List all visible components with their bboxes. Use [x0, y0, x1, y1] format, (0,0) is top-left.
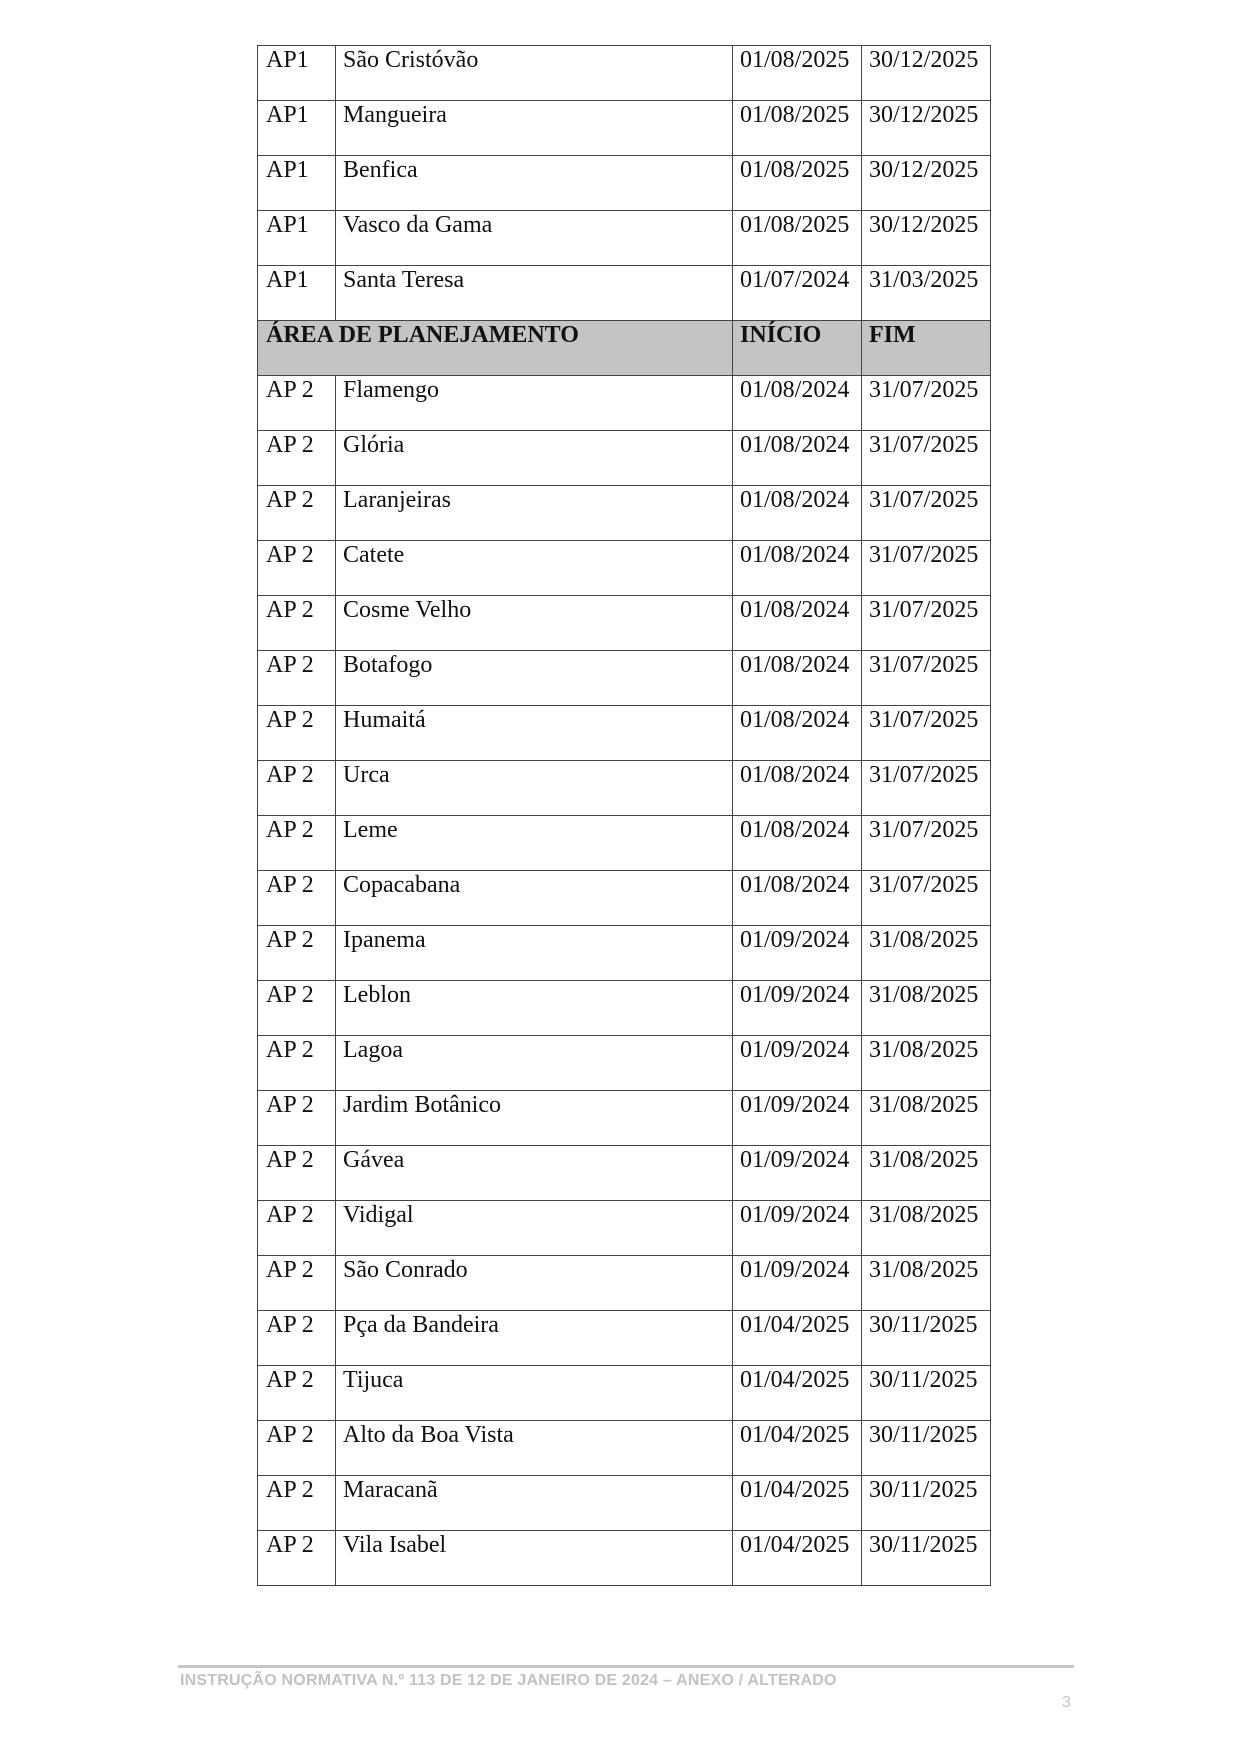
area-code-cell: AP 2 — [258, 761, 336, 816]
end-date-cell: 31/07/2025 — [862, 651, 991, 706]
area-code-cell: AP1 — [258, 46, 336, 101]
neighborhood-cell: Leblon — [336, 981, 733, 1036]
end-date-cell: 31/08/2025 — [862, 926, 991, 981]
table-row — [258, 1201, 991, 1256]
neighborhood-cell: Flamengo — [336, 376, 733, 431]
neighborhood-cell: Humaitá — [336, 706, 733, 761]
area-code-cell: AP 2 — [258, 1421, 336, 1476]
table-row — [258, 541, 991, 596]
start-date-cell: 01/08/2024 — [733, 706, 862, 761]
neighborhood-cell: Leme — [336, 816, 733, 871]
table-row — [258, 761, 991, 816]
end-date-cell: 30/12/2025 — [862, 46, 991, 101]
area-code-cell: AP1 — [258, 156, 336, 211]
start-date-cell: 01/08/2024 — [733, 761, 862, 816]
area-code-cell: AP 2 — [258, 926, 336, 981]
table-header-row — [258, 321, 991, 376]
start-date-cell: 01/08/2025 — [733, 101, 862, 156]
neighborhood-cell: Vila Isabel — [336, 1531, 733, 1586]
neighborhood-cell: Glória — [336, 431, 733, 486]
neighborhood-cell: Vidigal — [336, 1201, 733, 1256]
neighborhood-cell: Vasco da Gama — [336, 211, 733, 266]
start-date-cell: 01/08/2024 — [733, 871, 862, 926]
neighborhood-cell: Copacabana — [336, 871, 733, 926]
neighborhood-cell: Jardim Botânico — [336, 1091, 733, 1146]
table-row — [258, 1531, 991, 1586]
area-code-cell: AP 2 — [258, 1531, 336, 1586]
start-date-cell: 01/08/2024 — [733, 541, 862, 596]
table-row — [258, 486, 991, 541]
table-row — [258, 816, 991, 871]
start-date-cell: 01/08/2024 — [733, 486, 862, 541]
area-code-cell: AP 2 — [258, 431, 336, 486]
neighborhood-cell: Santa Teresa — [336, 266, 733, 321]
end-date-cell: 31/08/2025 — [862, 1201, 991, 1256]
table-row — [258, 101, 991, 156]
neighborhood-cell: Cosme Velho — [336, 596, 733, 651]
end-date-cell: 30/12/2025 — [862, 211, 991, 266]
end-date-cell: 31/08/2025 — [862, 981, 991, 1036]
table-row — [258, 266, 991, 321]
area-code-cell: AP 2 — [258, 1256, 336, 1311]
start-date-cell: 01/09/2024 — [733, 1201, 862, 1256]
table-row — [258, 46, 991, 101]
neighborhood-cell: São Cristóvão — [336, 46, 733, 101]
page-number: 3 — [1062, 1694, 1071, 1711]
end-date-cell: 31/08/2025 — [862, 1036, 991, 1091]
end-date-cell: 30/11/2025 — [862, 1476, 991, 1531]
area-code-cell: AP 2 — [258, 1201, 336, 1256]
area-code-cell: AP 2 — [258, 1311, 336, 1366]
table-row — [258, 211, 991, 266]
neighborhood-cell: Pça da Bandeira — [336, 1311, 733, 1366]
end-date-cell: 31/07/2025 — [862, 541, 991, 596]
end-date-cell: 31/07/2025 — [862, 816, 991, 871]
start-date-cell: 01/09/2024 — [733, 1036, 862, 1091]
start-date-cell: 01/09/2024 — [733, 1256, 862, 1311]
end-date-cell: 31/07/2025 — [862, 376, 991, 431]
neighborhood-cell: Mangueira — [336, 101, 733, 156]
start-date-cell: 01/07/2024 — [733, 266, 862, 321]
table-row — [258, 1311, 991, 1366]
start-date-cell: 01/08/2024 — [733, 816, 862, 871]
neighborhood-cell: Laranjeiras — [336, 486, 733, 541]
area-code-cell: AP 2 — [258, 1146, 336, 1201]
area-code-cell: AP 2 — [258, 1476, 336, 1531]
neighborhood-cell: Catete — [336, 541, 733, 596]
header-fim-cell: FIM — [862, 321, 991, 376]
start-date-cell: 01/04/2025 — [733, 1421, 862, 1476]
end-date-cell: 31/08/2025 — [862, 1256, 991, 1311]
table-row — [258, 706, 991, 761]
start-date-cell: 01/04/2025 — [733, 1311, 862, 1366]
start-date-cell: 01/04/2025 — [733, 1531, 862, 1586]
neighborhood-cell: Alto da Boa Vista — [336, 1421, 733, 1476]
area-code-cell: AP 2 — [258, 1366, 336, 1421]
area-code-cell: AP 2 — [258, 376, 336, 431]
end-date-cell: 31/07/2025 — [862, 596, 991, 651]
header-area-cell: ÁREA DE PLANEJAMENTO — [258, 321, 733, 376]
end-date-cell: 30/12/2025 — [862, 156, 991, 211]
footer-document-title: INSTRUÇÃO NORMATIVA N.º 113 DE 12 DE JANEIRO DE 2024 – ANEXO / ALTERADO — [180, 1672, 837, 1689]
schedule-table — [257, 45, 991, 1586]
table-row — [258, 871, 991, 926]
area-code-cell: AP 2 — [258, 596, 336, 651]
start-date-cell: 01/08/2025 — [733, 156, 862, 211]
table-row — [258, 981, 991, 1036]
area-code-cell: AP 2 — [258, 981, 336, 1036]
end-date-cell: 30/12/2025 — [862, 101, 991, 156]
area-code-cell: AP1 — [258, 101, 336, 156]
table-row — [258, 1421, 991, 1476]
start-date-cell: 01/08/2024 — [733, 596, 862, 651]
neighborhood-cell: Maracanã — [336, 1476, 733, 1531]
end-date-cell: 31/08/2025 — [862, 1146, 991, 1201]
area-code-cell: AP 2 — [258, 706, 336, 761]
table-row — [258, 1256, 991, 1311]
table-row — [258, 1366, 991, 1421]
area-code-cell: AP 2 — [258, 651, 336, 706]
table-row — [258, 431, 991, 486]
table-row — [258, 596, 991, 651]
start-date-cell: 01/04/2025 — [733, 1366, 862, 1421]
start-date-cell: 01/09/2024 — [733, 1146, 862, 1201]
area-code-cell: AP 2 — [258, 871, 336, 926]
end-date-cell: 30/11/2025 — [862, 1366, 991, 1421]
table-row — [258, 156, 991, 211]
end-date-cell: 30/11/2025 — [862, 1311, 991, 1366]
table-body-ap1 — [258, 46, 991, 321]
end-date-cell: 31/07/2025 — [862, 761, 991, 816]
table-header-section — [258, 321, 991, 376]
end-date-cell: 31/07/2025 — [862, 706, 991, 761]
start-date-cell: 01/08/2025 — [733, 46, 862, 101]
table-row — [258, 1146, 991, 1201]
area-code-cell: AP 2 — [258, 816, 336, 871]
area-code-cell: AP1 — [258, 211, 336, 266]
start-date-cell: 01/08/2024 — [733, 376, 862, 431]
start-date-cell: 01/04/2025 — [733, 1476, 862, 1531]
neighborhood-cell: São Conrado — [336, 1256, 733, 1311]
end-date-cell: 31/03/2025 — [862, 266, 991, 321]
end-date-cell: 30/11/2025 — [862, 1531, 991, 1586]
end-date-cell: 30/11/2025 — [862, 1421, 991, 1476]
start-date-cell: 01/09/2024 — [733, 926, 862, 981]
start-date-cell: 01/09/2024 — [733, 981, 862, 1036]
neighborhood-cell: Ipanema — [336, 926, 733, 981]
neighborhood-cell: Lagoa — [336, 1036, 733, 1091]
neighborhood-cell: Gávea — [336, 1146, 733, 1201]
neighborhood-cell: Botafogo — [336, 651, 733, 706]
end-date-cell: 31/07/2025 — [862, 871, 991, 926]
neighborhood-cell: Urca — [336, 761, 733, 816]
footer-divider — [178, 1665, 1074, 1668]
table-body-ap2 — [258, 376, 991, 1586]
end-date-cell: 31/08/2025 — [862, 1091, 991, 1146]
start-date-cell: 01/08/2025 — [733, 211, 862, 266]
table-row — [258, 926, 991, 981]
area-code-cell: AP 2 — [258, 1091, 336, 1146]
area-code-cell: AP 2 — [258, 486, 336, 541]
header-inicio-cell: INÍCIO — [733, 321, 862, 376]
neighborhood-cell: Tijuca — [336, 1366, 733, 1421]
area-code-cell: AP1 — [258, 266, 336, 321]
end-date-cell: 31/07/2025 — [862, 431, 991, 486]
neighborhood-cell: Benfica — [336, 156, 733, 211]
table-row — [258, 1476, 991, 1531]
start-date-cell: 01/08/2024 — [733, 431, 862, 486]
table-row — [258, 651, 991, 706]
area-code-cell: AP 2 — [258, 541, 336, 596]
table-row — [258, 1036, 991, 1091]
end-date-cell: 31/07/2025 — [862, 486, 991, 541]
table-row — [258, 376, 991, 431]
start-date-cell: 01/09/2024 — [733, 1091, 862, 1146]
area-code-cell: AP 2 — [258, 1036, 336, 1091]
table-row — [258, 1091, 991, 1146]
start-date-cell: 01/08/2024 — [733, 651, 862, 706]
